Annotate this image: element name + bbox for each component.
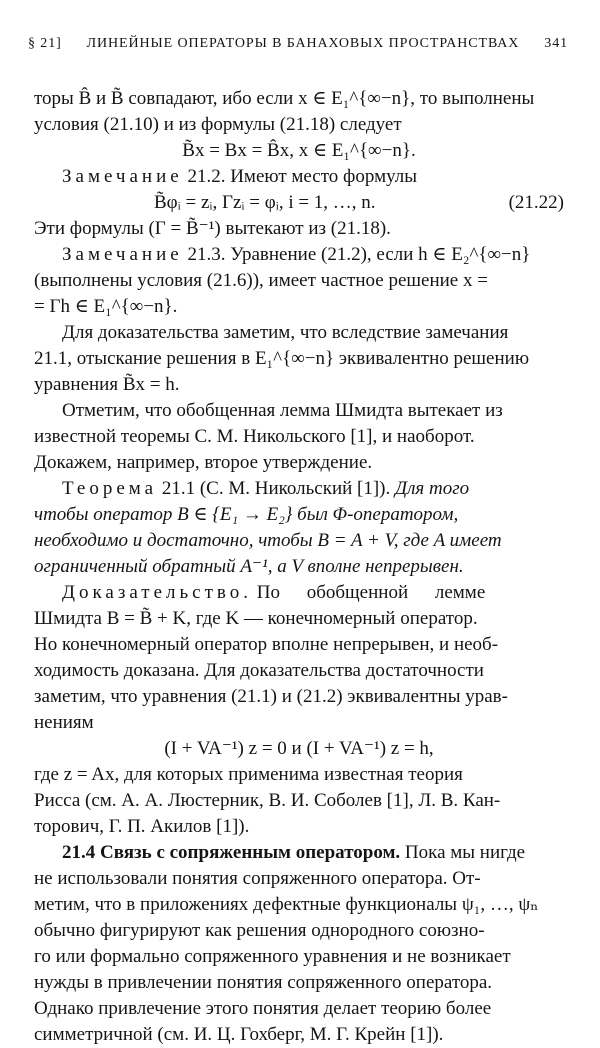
remark-label: Замечание <box>62 244 183 265</box>
proof-label: Доказательство. <box>62 582 252 603</box>
text-line: не использовали понятия сопряженного оператора. От- <box>34 868 481 889</box>
formula: B̃x = Bx = B̂x, x ∈ E₁^{∞−n}. <box>182 140 416 161</box>
text-line: Отметим, что обобщенная лемма Шмидта вытекает из <box>62 400 503 421</box>
theorem-21-1 <box>34 476 564 502</box>
theorem-label: Теорема <box>62 478 158 499</box>
remark-21-3 <box>34 242 564 268</box>
page-number: 341 <box>544 36 568 51</box>
proof <box>34 580 564 606</box>
theorem-statement: ограниченный обратный A⁻¹, а V вполне непрерывен. <box>34 556 464 577</box>
text-line: метим, что в приложениях дефектные функционалы ψ₁, …, ψₙ <box>34 894 539 915</box>
text-line: условия (21.10) и из формулы (21.18) следует <box>34 114 402 135</box>
text-line: нениям <box>34 712 94 733</box>
theorem-statement: необходимо и достаточно, чтобы B = A + V, где A имеет <box>34 530 502 551</box>
section-heading: 21.4 Связь с сопряженным оператором. <box>62 842 401 863</box>
text-line: Однако привлечение этого понятия делает теорию более <box>34 998 492 1019</box>
text-line: заметим, что уравнения (21.1) и (21.2) эквивалентны урав- <box>34 686 508 707</box>
formula: B̃φᵢ = zᵢ, Γzᵢ = φᵢ, i = 1, …, n. <box>154 192 376 213</box>
formula: (I + VA⁻¹) z = 0 и (I + VA⁻¹) z = h, <box>164 738 434 759</box>
text-line: (выполнены условия (21.6)), имеет частное решение x = <box>34 270 488 291</box>
remark-text: 21.3. Уравнение (21.2), если h ∈ E₂^{∞−n} <box>187 244 531 265</box>
text-line: Шмидта B = B̃ + K, где K — конечномерный оператор. <box>34 608 478 629</box>
section-number: § 21] <box>28 36 62 51</box>
text-line: Эти формулы (Γ = B̃⁻¹) вытекают из (21.18). <box>34 218 391 239</box>
section-text: Пока мы нигде <box>404 842 526 863</box>
numbered-formula <box>34 190 564 216</box>
proof-text: По обобщенной лемме <box>256 582 486 603</box>
section-21-4 <box>34 840 564 866</box>
text-line: торы B̂ и B̃ совпадают, ибо если x ∈ E₁^{∞−n}, то выполнены <box>34 88 535 109</box>
text-line: обычно фигурируют как решения однородного союзно- <box>34 920 485 941</box>
theorem-statement: чтобы оператор B ∈ {E₁ → E₂} был Φ-оператором, <box>34 504 459 525</box>
theorem-statement: Для того <box>395 478 470 499</box>
text-line: где z = Ax, для которых применима известная теория <box>34 764 463 785</box>
remark-21-2 <box>34 164 564 190</box>
text-line: известной теоремы С. М. Никольского [1], и наоборот. <box>34 426 475 447</box>
text-line: торович, Г. П. Акилов [1]). <box>34 816 250 837</box>
text-line: Для доказательства заметим, что вследствие замечания <box>62 322 509 343</box>
running-header <box>28 36 568 52</box>
text-line: 21.1, отыскание решения в E₁^{∞−n} эквивалентно решению <box>34 348 530 369</box>
text-line: Докажем, например, второе утверждение. <box>34 452 373 473</box>
header-title: ЛИНЕЙНЫЕ ОПЕРАТОРЫ В БАНАХОВЫХ ПРОСТРАНСТВАХ <box>86 36 520 51</box>
text-line: нужды в привлечении понятия сопряженного оператора. <box>34 972 493 993</box>
remark-label: Замечание <box>62 166 183 187</box>
text-line: Рисса (см. А. А. Люстерник, В. И. Соболев [1], Л. В. Кан- <box>34 790 501 811</box>
equation-number: (21.22) <box>508 192 564 213</box>
text-line: = Γh ∈ E₁^{∞−n}. <box>34 296 178 317</box>
theorem-source: 21.1 (С. М. Никольский [1]). <box>161 478 391 499</box>
text-line: го или формально сопряженного уравнения и не возникает <box>34 946 511 967</box>
text-line: уравнения B̃x = h. <box>34 374 180 395</box>
main-text <box>34 86 564 1048</box>
remark-text: 21.2. Имеют место формулы <box>187 166 418 187</box>
text-line: симметричной (см. И. Ц. Гохберг, М. Г. Крейн [1]). <box>34 1024 444 1045</box>
text-line: ходимость доказана. Для доказательства достаточности <box>34 660 484 681</box>
text-line: Но конечномерный оператор вполне непрерывен, и необ- <box>34 634 499 655</box>
